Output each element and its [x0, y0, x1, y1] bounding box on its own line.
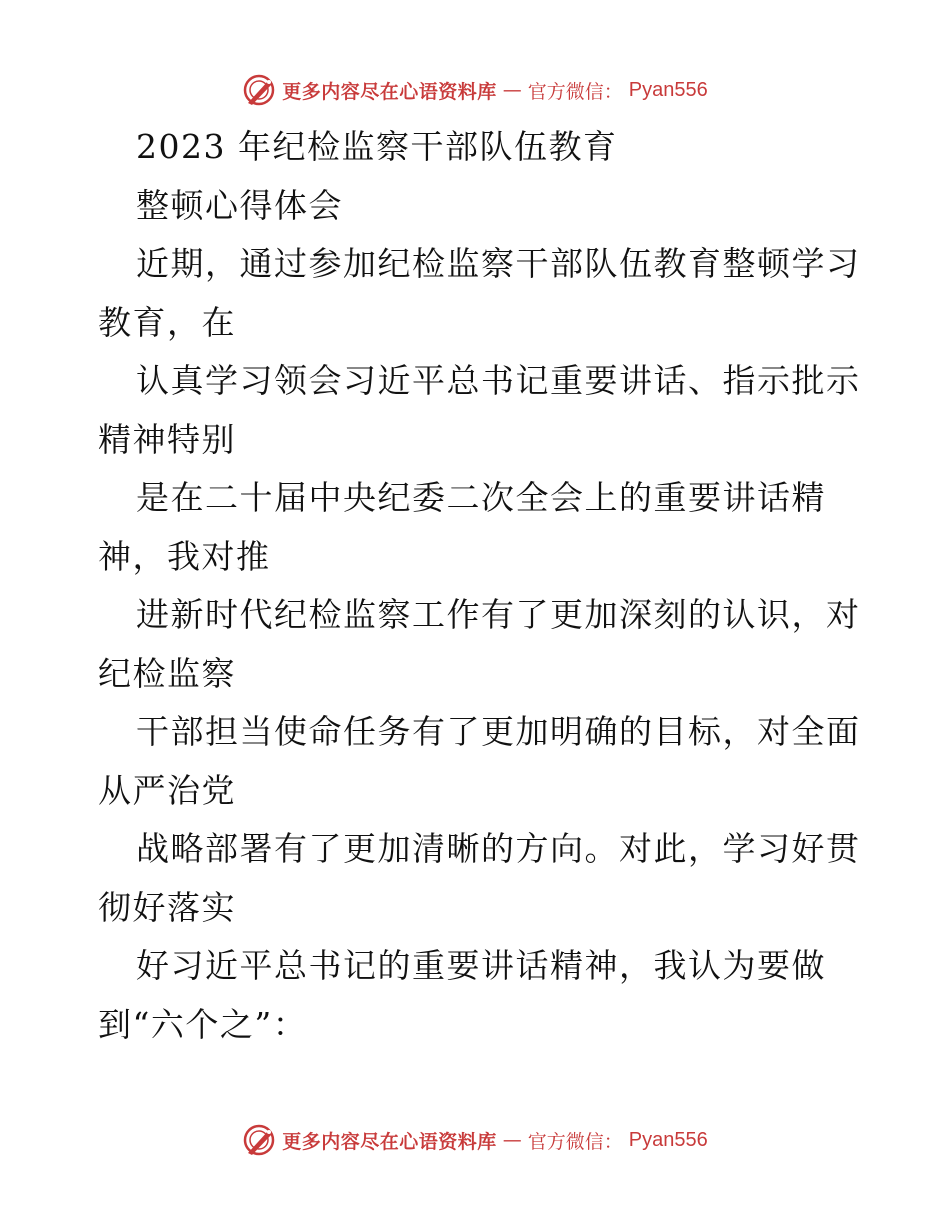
paragraph-line: 神，我对推 [98, 536, 271, 576]
pen-logo-icon [242, 73, 276, 107]
paragraph-line: 纪检监察 [98, 653, 236, 693]
header-banner [0, 72, 950, 108]
paragraph-line: 到“六个之”： [98, 1004, 308, 1044]
pen-logo-icon [242, 1123, 276, 1157]
footer-banner [0, 1122, 950, 1158]
title-line-2: 整顿心得体会 [136, 185, 343, 225]
header-slogan: 更多内容尽在心语资料库 [282, 80, 497, 103]
paragraph-line: 从严治党 [98, 770, 236, 810]
paragraph-line: 教育，在 [98, 302, 236, 342]
footer-wechat-label: 官方微信： [527, 1130, 623, 1153]
footer-wechat-id: Pyan556 [628, 1128, 708, 1151]
paragraph-line: 战略部署有了更加清晰的方向。对此，学习好贯 [136, 829, 861, 868]
title-line-1: 2023 年纪检监察干部队伍教育 [136, 127, 618, 166]
header-dash: — [502, 79, 522, 101]
document-body [98, 118, 861, 1054]
header-wechat-id: Pyan556 [628, 78, 708, 101]
paragraph-line: 是在二十届中央纪委二次全会上的重要讲话精 [136, 478, 826, 517]
paragraph-line: 认真学习领会习近平总书记重要讲话、指示批示 [136, 361, 861, 400]
footer-dash: — [502, 1129, 522, 1151]
paragraph-line: 精神特别 [98, 419, 236, 459]
paragraph-line: 彻好落实 [98, 887, 236, 927]
footer-slogan: 更多内容尽在心语资料库 [282, 1130, 497, 1153]
paragraph-line: 进新时代纪检监察工作有了更加深刻的认识，对 [136, 595, 861, 634]
paragraph-line: 干部担当使命任务有了更加明确的目标，对全面 [136, 712, 861, 751]
paragraph-line: 好习近平总书记的重要讲话精神，我认为要做 [136, 946, 826, 985]
header-wechat-label: 官方微信： [527, 80, 623, 103]
paragraph-line: 近期，通过参加纪检监察干部队伍教育整顿学习 [136, 244, 861, 283]
